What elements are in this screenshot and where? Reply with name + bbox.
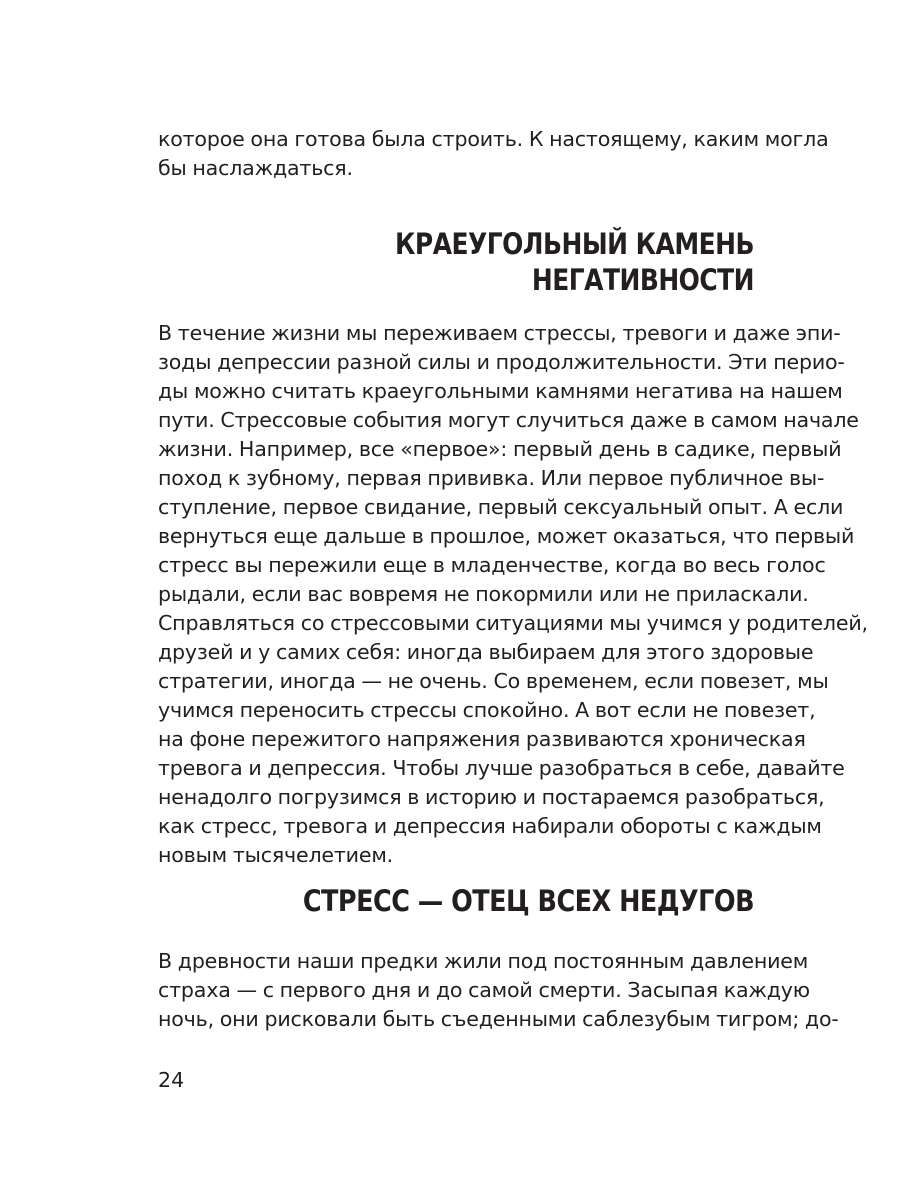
body-line: ды можно считать краеугольными камнями негатива на нашем xyxy=(158,379,843,403)
body-line: ночь, они рисковали быть съеденными саблезубым тигром; до- xyxy=(158,1007,839,1031)
section-heading-line: КРАЕУГОЛЬНЫЙ КАМЕНЬ xyxy=(395,227,754,261)
body-line: учимся переносить стрессы спокойно. А вот если не повезет, xyxy=(158,698,816,722)
body-line: стратегии, иногда — не очень. Со временем, если повезет, мы xyxy=(158,669,829,693)
body-line: пути. Стрессовые события могут случиться даже в самом начале xyxy=(158,408,859,432)
section-heading: СТРЕСС — ОТЕЦ ВСЕХ НЕДУГОВ xyxy=(302,884,754,918)
opening-line: которое она готова была строить. К настоящему, каким могла xyxy=(158,127,829,151)
body-line: страха — с первого дня и до самой смерти. Засыпая каждую xyxy=(158,978,810,1002)
body-line: зоды депрессии разной силы и продолжительности. Эти перио- xyxy=(158,350,845,374)
body-line: друзей и у самих себя: иногда выбираем для этого здоровые xyxy=(158,640,814,664)
body-line: как стресс, тревога и депрессия набирали обороты с каждым xyxy=(158,814,822,838)
body-line: В течение жизни мы переживаем стрессы, тревоги и даже эпи- xyxy=(158,321,841,345)
body-line: ненадолго погрузимся в историю и постараемся разобраться, xyxy=(158,785,825,809)
page-number: 24 xyxy=(158,1068,185,1092)
body-line: новым тысячелетием. xyxy=(158,843,394,867)
body-line: тревога и депрессия. Чтобы лучше разобраться в себе, давайте xyxy=(158,756,845,780)
body-line: на фоне пережитого напряжения развиваются хроническая xyxy=(158,727,806,751)
section-heading-line: НЕГАТИВНОСТИ xyxy=(531,263,754,297)
body-line: Справляться со стрессовыми ситуациями мы учимся у родителей, xyxy=(158,611,868,635)
body-line: вернуться еще дальше в прошлое, может оказаться, что первый xyxy=(158,524,855,548)
body-line: стресс вы пережили еще в младенчестве, когда во весь голос xyxy=(158,553,826,577)
body-line: ступление, первое свидание, первый сексуальный опыт. А если xyxy=(158,495,844,519)
body-line: рыдали, если вас вовремя не покормили или не приласкали. xyxy=(158,582,809,606)
body-line: жизни. Например, все «первое»: первый день в садике, первый xyxy=(158,437,842,461)
body-line: поход к зубному, первая прививка. Или первое публичное вы- xyxy=(158,466,825,490)
body-line: В древности наши предки жили под постоянным давлением xyxy=(158,949,809,973)
opening-line: бы наслаждаться. xyxy=(158,156,353,180)
